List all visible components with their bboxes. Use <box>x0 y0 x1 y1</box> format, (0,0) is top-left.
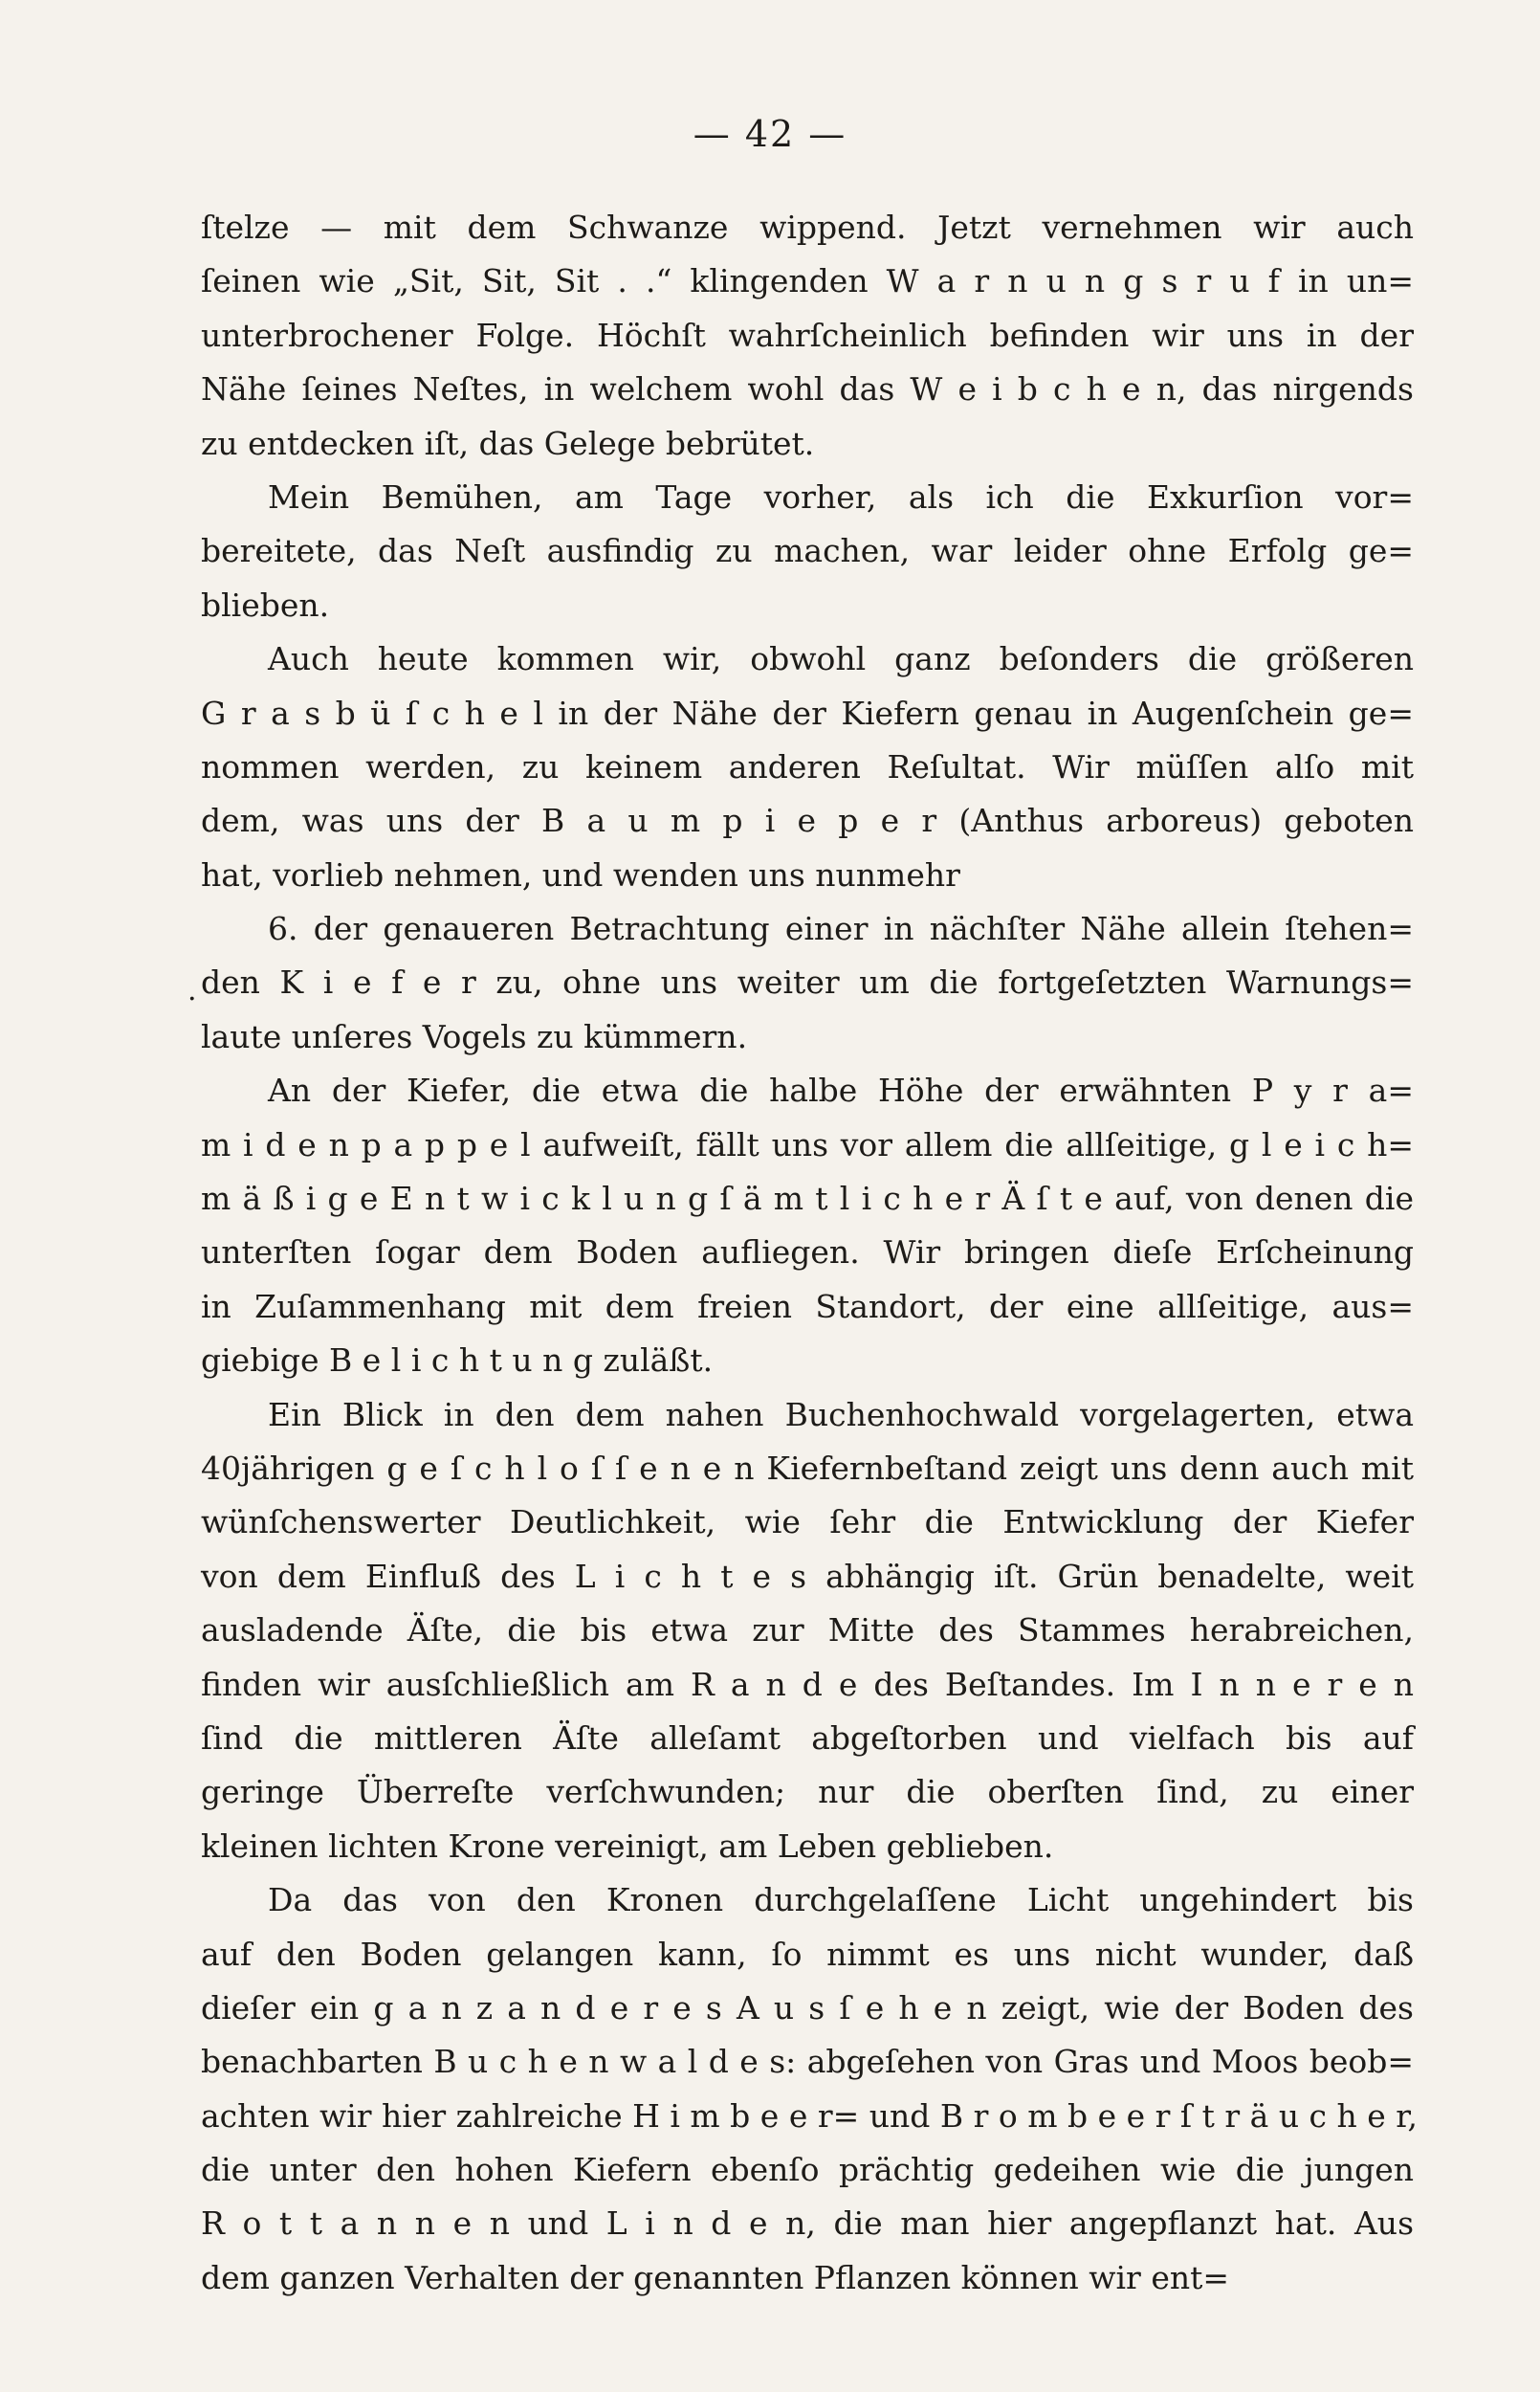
text-line: von dem Einfluß des L i c h t e s abhängig iſt. Grün benadelte, weit <box>201 1557 1414 1595</box>
text-line: dem ganzen Verhalten der genannten Pflanzen können wir ent= <box>201 2258 1230 2296</box>
text-line: An der Kiefer, die etwa die halbe Höhe der erwähnten P y r a= <box>268 1072 1414 1110</box>
body-text <box>201 201 1418 2305</box>
paragraph <box>201 471 1414 632</box>
text-line: G r a s b ü ſ c h e l in der Nähe der Kiefern genau in Augenſchein ge= <box>201 694 1414 732</box>
text-line: ſind die mittleren Äſte alleſamt abgeſtorben und vielfach bis auf <box>201 1718 1414 1757</box>
paragraph <box>201 1873 1418 2305</box>
paragraph <box>201 201 1414 471</box>
text-line: in Zuſammenhang mit dem freien Standort, der eine allſeitige, aus= <box>201 1287 1414 1325</box>
text-line: finden wir ausſchließlich am R a n d e des Beſtandes. Im I n n e r e n <box>201 1665 1414 1703</box>
text-line: 6. der genaueren Betrachtung einer in nächſter Nähe allein ſtehen= <box>268 910 1414 948</box>
text-line: unterbrochener Folge. Höchſt wahrſcheinlich befinden wir uns in der <box>201 316 1414 354</box>
text-line: Ein Blick in den dem nahen Buchenhochwald vorgelagerten, etwa <box>268 1395 1414 1433</box>
text-line: laute unſeres Vogels zu kümmern. <box>201 1017 748 1055</box>
text-line: 40jährigen g e ſ c h l o ſ ſ e n e n Kiefernbeſtand zeigt uns denn auch mit <box>201 1449 1414 1487</box>
text-line: giebige B e l i c h t u n g zuläßt. <box>201 1341 714 1380</box>
text-line: R o t t a n n e n und L i n d e n, die man hier angepflanzt hat. Aus <box>201 2204 1414 2243</box>
text-line: hat, vorlieb nehmen, und wenden uns nunmehr <box>201 855 960 894</box>
text-line: zu entdecken iſt, das Gelege bebrütet. <box>201 424 815 462</box>
paragraph <box>201 1064 1414 1387</box>
text-line: Auch heute kommen wir, obwohl ganz beſonders die größeren <box>268 640 1414 678</box>
text-line: bereitete, das Neſt ausfindig zu machen, war leider ohne Erfolg ge= <box>201 532 1414 570</box>
text-line: kleinen lichten Krone vereinigt, am Leben geblieben. <box>201 1827 1054 1865</box>
text-line: achten wir hier zahlreiche H i m b e e r= und B r o m b e e r ſ t r ä u c h e r, <box>201 2096 1418 2135</box>
text-line: geringe Überreſte verſchwunden; nur die oberſten ſind, zu einer <box>201 1773 1414 1811</box>
text-line: Da das von den Kronen durchgelaſſene Licht ungehindert bis <box>268 1881 1414 1919</box>
text-line: m ä ß i g e E n t w i c k l u n g ſ ä m t l i c h e r Ä ſ t e auf, von denen die <box>201 1180 1414 1218</box>
text-line: wünſchenswerter Deutlichkeit, wie ſehr die Entwicklung der Kiefer <box>201 1503 1414 1541</box>
text-line: m i d e n p a p p e l aufweiſt, fällt uns vor allem die allſeitige, g l e i c h= <box>201 1125 1414 1163</box>
text-line: benachbarten B u c h e n w a l d e s: abgeſehen von Gras und Moos beob= <box>201 2043 1414 2081</box>
text-line: den K i e f e r zu, ohne uns weiter um die fortgeſetzten Warnungs= <box>201 963 1414 1002</box>
text-line: nommen werden, zu keinem anderen Reſultat. Wir müſſen alſo mit <box>201 747 1414 786</box>
text-line: dieſer ein g a n z a n d e r e s A u s ſ e h e n zeigt, wie der Boden des <box>201 1988 1414 2027</box>
paragraph <box>201 902 1414 1064</box>
text-line: die unter den hohen Kiefern ebenſo prächtig gedeihen wie die jungen <box>201 2151 1414 2189</box>
text-line: dem, was uns der B a u m p i e p e r (Anthus arboreus) geboten <box>201 802 1414 840</box>
paragraph <box>201 632 1414 902</box>
margin-mark: . <box>187 974 197 1008</box>
text-line: ausladende Äſte, die bis etwa zur Mitte des Stammes herabreichen, <box>201 1611 1414 1650</box>
text-line: blieben. <box>201 586 330 624</box>
text-line: Nähe ſeines Neſtes, in welchem wohl das W e i b c h e n, das nirgends <box>201 370 1414 409</box>
paragraph <box>201 1388 1414 1874</box>
text-line: Mein Bemühen, am Tage vorher, als ich die Exkurſion vor= <box>268 477 1414 516</box>
text-line: unterſten ſogar dem Boden aufliegen. Wir bringen dieſe Erſcheinung <box>201 1233 1414 1272</box>
text-line: ſeinen wie „Sit, Sit, Sit . .“ klingenden W a r n u n g s r u f in un= <box>201 262 1414 300</box>
text-line: auf den Boden gelangen kann, ſo nimmt es uns nicht wunder, daß <box>201 1935 1414 1973</box>
text-line: ſtelze — mit dem Schwanze wippend. Jetzt vernehmen wir auch <box>201 209 1414 246</box>
page-number: — 42 — <box>693 113 847 155</box>
